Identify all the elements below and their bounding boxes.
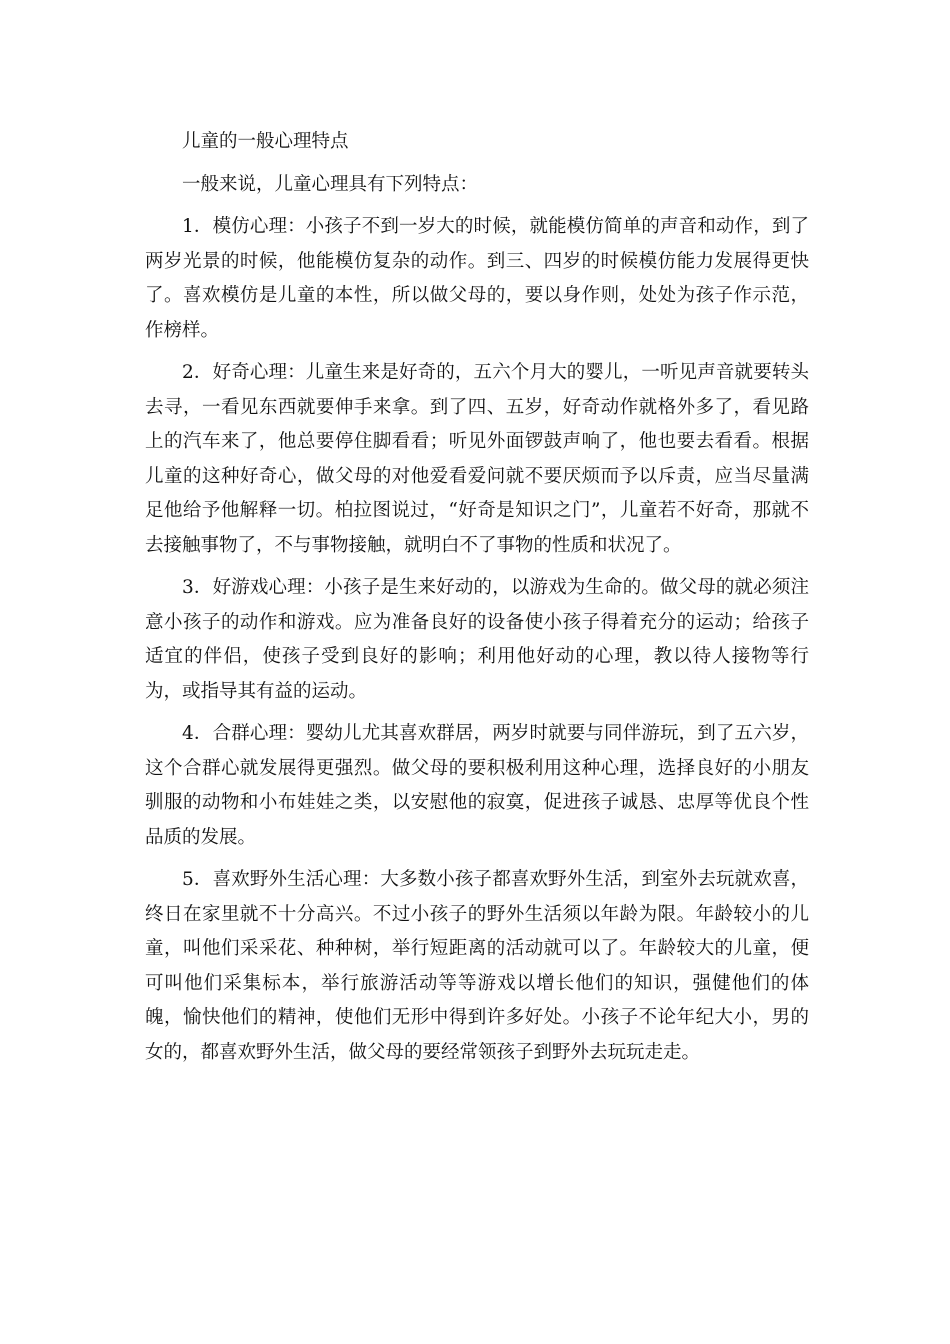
paragraph-number: 5． bbox=[182, 869, 213, 890]
paragraph-text: 模仿心理：小孩子不到一岁大的时候，就能模仿简单的声音和动作，到了两岁光景的时候，他能模仿复杂的动作。到三、四岁的时候模仿能力发展得更快了。喜欢模仿是儿童的本性，所以做父母的，要以身作则，处处为孩子作示范，作榜样。 bbox=[145, 216, 809, 341]
paragraph-curiosity bbox=[145, 356, 809, 563]
paragraph-sociability bbox=[145, 717, 809, 855]
document-body bbox=[145, 125, 809, 1078]
document-title: 儿童的一般心理特点 bbox=[182, 131, 349, 152]
paragraph-play bbox=[145, 571, 809, 709]
paragraph-number: 4． bbox=[182, 723, 213, 744]
paragraph-text: 合群心理：婴幼儿尤其喜欢群居，两岁时就要与同伴游玩，到了五六岁，这个合群心就发展得更强烈。做父母的要积极利用这种心理，选择良好的小朋友驯服的动物和小布娃娃之类，以安慰他的寂寞，促进孩子诚恳、忠厚等优良个性品质的发展。 bbox=[145, 723, 809, 848]
paragraph-number: 2． bbox=[182, 362, 213, 383]
paragraph-imitation bbox=[145, 210, 809, 348]
paragraph-text: 喜欢野外生活心理：大多数小孩子都喜欢野外生活，到室外去玩就欢喜，终日在家里就不十分高兴。不过小孩子的野外生活须以年龄为限。年龄较小的儿童，叫他们采采花、种种树，举行短距离的活动就可以了。年龄较大的儿童，便可叫他们采集标本，举行旅游活动等等游戏以增长他们的知识，强健他们的体魄，愉快他们的精神，使他们无形中得到许多好处。小孩子不论年纪大小，男的女的，都喜欢野外生活，做父母的要经常领孩子到野外去玩玩走走。 bbox=[145, 869, 809, 1063]
paragraph-text: 好奇心理：儿童生来是好奇的，五六个月大的婴儿，一听见声音就要转头去寻，一看见东西就要伸手来拿。到了四、五岁，好奇动作就格外多了，看见路上的汽车来了，他总要停住脚看看；听见外面锣鼓声响了，他也要去看看。根据儿童的这种好奇心，做父母的对他爱看爱问就不要厌烦而予以斥责，应当尽量满足他给予他解释一切。柏拉图说过，“好奇是知识之门”，儿童若不好奇，那就不去接触事物了，不与事物接触，就明白不了事物的性质和状况了。 bbox=[145, 362, 809, 556]
intro-paragraph: 一般来说，儿童心理具有下列特点： bbox=[182, 173, 479, 195]
paragraph-number: 1． bbox=[182, 216, 213, 237]
paragraph-outdoor-life bbox=[145, 863, 809, 1070]
paragraph-text: 好游戏心理：小孩子是生来好动的，以游戏为生命的。做父母的就必须注意小孩子的动作和游戏。应为准备良好的设备使小孩子得着充分的运动；给孩子适宜的伴侣，使孩子受到良好的影响；利用他好动的心理，教以待人接物等行为，或指导其有益的运动。 bbox=[145, 577, 809, 702]
paragraph-number: 3． bbox=[182, 577, 213, 598]
